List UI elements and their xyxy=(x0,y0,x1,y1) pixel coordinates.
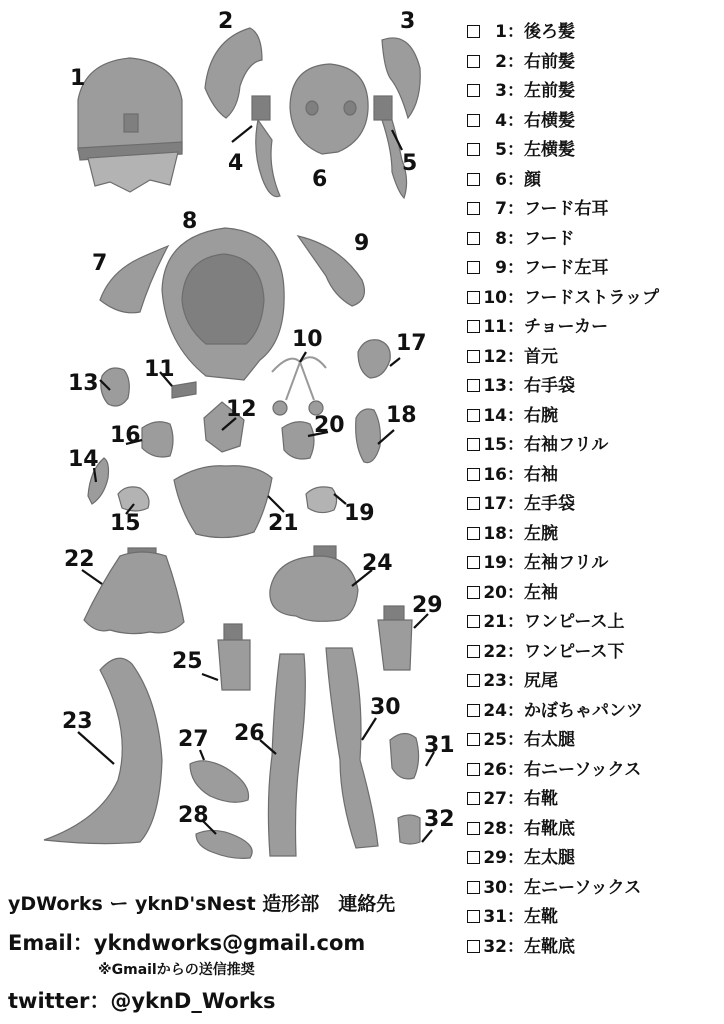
checkbox-icon xyxy=(467,114,480,127)
checkbox-icon xyxy=(467,733,480,746)
checklist-item-number: 21 xyxy=(483,612,507,632)
part-number-16: 16 xyxy=(110,423,141,448)
part-number-12: 12 xyxy=(226,397,257,422)
checklist-item-name: 尻尾 xyxy=(524,671,558,691)
checklist-item xyxy=(467,48,717,78)
part-right-sleeve-frill xyxy=(118,487,149,511)
part-left-sole xyxy=(398,815,420,844)
checklist-item-number: 16 xyxy=(483,464,507,485)
checklist-item-number: 27 xyxy=(483,789,507,809)
checklist-item xyxy=(467,254,717,284)
checkbox-icon xyxy=(467,320,480,333)
checklist-item-number: 13 xyxy=(483,376,507,396)
checklist-item xyxy=(467,18,717,48)
checklist-item-separator: ： xyxy=(507,464,524,485)
checklist-item-name: 右袖フリル xyxy=(524,435,609,455)
checkbox-icon xyxy=(467,143,480,156)
checklist-item-name: ワンピース上 xyxy=(524,612,625,632)
checklist-item-separator: ： xyxy=(507,523,524,544)
checklist-item-number: 19 xyxy=(483,553,507,573)
checklist-item xyxy=(467,107,717,137)
checkbox-icon xyxy=(467,379,480,392)
checklist-item xyxy=(467,166,717,196)
checklist-item xyxy=(467,903,717,933)
part-number-19: 19 xyxy=(344,501,375,526)
checklist-item-name: 左腕 xyxy=(524,523,558,544)
checklist-item-number: 8 xyxy=(495,228,507,249)
checklist-item xyxy=(467,726,717,756)
part-back-hair xyxy=(78,58,182,192)
checklist-item-separator: ： xyxy=(507,582,524,603)
part-number-27: 27 xyxy=(178,727,209,752)
part-right-knee-sock xyxy=(268,654,305,856)
checklist-item xyxy=(467,490,717,520)
checklist-item xyxy=(467,284,717,314)
part-number-22: 22 xyxy=(64,547,95,572)
checklist-item-name: 右腕 xyxy=(524,405,558,426)
checkbox-icon xyxy=(467,881,480,894)
checklist-item-separator: ： xyxy=(507,317,524,337)
checklist-item-name: フード xyxy=(524,228,575,249)
checklist-item-name: 右袖 xyxy=(524,464,558,485)
checklist-item-number: 4 xyxy=(495,110,507,131)
checklist-item-separator: ： xyxy=(507,818,524,839)
checklist-item-name: 右手袋 xyxy=(524,376,575,396)
part-left-thigh xyxy=(378,606,412,670)
checklist-item-separator: ： xyxy=(507,612,524,632)
part-right-side-hair xyxy=(252,96,280,197)
checklist-item xyxy=(467,461,717,491)
checklist-item-separator: ： xyxy=(507,376,524,396)
checklist-item xyxy=(467,520,717,550)
checklist-item-separator: ： xyxy=(507,730,524,750)
part-number-1: 1 xyxy=(70,66,86,91)
checklist-item-name: 右横髪 xyxy=(524,110,575,131)
part-hood-strap xyxy=(272,357,326,415)
part-dress-bottom xyxy=(84,548,184,634)
checklist-item-name: チョーカー xyxy=(524,317,609,337)
part-face xyxy=(290,64,368,154)
part-number-11: 11 xyxy=(144,357,175,382)
checklist-item xyxy=(467,697,717,727)
checkbox-icon xyxy=(467,615,480,628)
checklist-item-separator: ： xyxy=(507,346,524,367)
part-number-30: 30 xyxy=(370,695,401,720)
checklist-item xyxy=(467,785,717,815)
checklist-item-separator: ： xyxy=(507,494,524,514)
checklist-item-number: 12 xyxy=(483,346,507,367)
checklist-item-name: 左袖 xyxy=(524,582,558,603)
checklist-item-separator: ： xyxy=(507,405,524,426)
parts-checklist xyxy=(467,18,717,962)
twitter-handle: twitter：@yknD_Works xyxy=(8,989,276,1013)
part-hood-right-ear xyxy=(100,246,168,313)
part-number-32: 32 xyxy=(424,807,455,832)
checklist-item-name: 右前髪 xyxy=(524,51,575,72)
checklist-item-name: かぼちゃパンツ xyxy=(524,700,643,721)
checklist-item-number: 18 xyxy=(483,523,507,544)
part-number-10: 10 xyxy=(292,327,323,352)
checklist-item-number: 23 xyxy=(483,671,507,691)
checklist-item-number: 32 xyxy=(483,936,507,957)
checklist-item xyxy=(467,638,717,668)
checklist-item-number: 11 xyxy=(483,317,507,337)
part-right-thigh xyxy=(218,624,250,690)
checklist-item-name: フード左耳 xyxy=(524,258,609,278)
checkbox-icon xyxy=(467,84,480,97)
checklist-item xyxy=(467,549,717,579)
part-number-28: 28 xyxy=(178,803,209,828)
checklist-item-number: 2 xyxy=(495,51,507,72)
part-left-knee-sock xyxy=(326,648,378,848)
checkbox-icon xyxy=(467,232,480,245)
contact-email: Email：ykndworks@gmail.com xyxy=(8,931,366,955)
checklist-item-name: 左太腿 xyxy=(524,848,575,868)
checklist-item-number: 9 xyxy=(495,258,507,278)
checklist-item-number: 28 xyxy=(483,818,507,839)
part-number-3: 3 xyxy=(400,9,416,34)
checklist-item-separator: ： xyxy=(507,140,524,160)
checklist-item-name: 首元 xyxy=(524,346,558,367)
part-number-13: 13 xyxy=(68,371,99,396)
checklist-item-number: 26 xyxy=(483,759,507,780)
part-right-shoe xyxy=(190,761,249,802)
checkbox-icon xyxy=(467,851,480,864)
checklist-item-separator: ： xyxy=(507,435,524,455)
part-left-sleeve xyxy=(282,422,314,459)
checklist-item-separator: ： xyxy=(507,641,524,662)
checkbox-icon xyxy=(467,173,480,186)
checklist-item-number: 15 xyxy=(483,435,507,455)
part-number-4: 4 xyxy=(228,151,244,176)
checklist-item-name: 後ろ髪 xyxy=(524,22,575,42)
checklist-item-number: 22 xyxy=(483,641,507,662)
part-number-6: 6 xyxy=(312,167,328,192)
checklist-item-separator: ： xyxy=(507,877,524,898)
part-right-glove xyxy=(101,368,129,406)
checklist-item-separator: ： xyxy=(507,287,524,308)
checkbox-icon xyxy=(467,291,480,304)
part-number-7: 7 xyxy=(92,251,108,276)
checkbox-icon xyxy=(467,674,480,687)
checklist-item-number: 31 xyxy=(483,907,507,927)
checklist-item-separator: ： xyxy=(507,848,524,868)
part-choker xyxy=(172,382,196,398)
part-number-5: 5 xyxy=(402,151,418,176)
part-number-18: 18 xyxy=(386,403,417,428)
checklist-item-separator: ： xyxy=(507,258,524,278)
checkbox-icon xyxy=(467,261,480,274)
checklist-item-name: 右靴底 xyxy=(524,818,575,839)
checklist-item xyxy=(467,608,717,638)
part-number-2: 2 xyxy=(218,9,234,34)
checkbox-icon xyxy=(467,940,480,953)
part-number-8: 8 xyxy=(182,209,198,234)
checklist-item-name: 左袖フリル xyxy=(524,553,609,573)
part-number-21: 21 xyxy=(268,511,299,536)
part-number-14: 14 xyxy=(68,447,99,472)
checklist-item xyxy=(467,667,717,697)
part-dress-top xyxy=(174,466,272,538)
checklist-item-separator: ： xyxy=(507,759,524,780)
part-number-17: 17 xyxy=(396,331,427,356)
part-pumpkin-pants xyxy=(270,546,358,621)
part-number-20: 20 xyxy=(314,413,345,438)
checklist-item-name: 顔 xyxy=(524,169,541,190)
checklist-item-name: ワンピース下 xyxy=(524,641,625,662)
checkbox-icon xyxy=(467,468,480,481)
checkbox-icon xyxy=(467,645,480,658)
checklist-item xyxy=(467,431,717,461)
checklist-item-number: 14 xyxy=(483,405,507,426)
checklist-item-number: 17 xyxy=(483,494,507,514)
checklist-item-separator: ： xyxy=(507,553,524,573)
checklist-item-name: 左ニーソックス xyxy=(524,877,642,898)
checkbox-icon xyxy=(467,438,480,451)
part-hood xyxy=(162,228,284,380)
checklist-item xyxy=(467,874,717,904)
checklist-item-name: 右ニーソックス xyxy=(524,759,642,780)
part-number-29: 29 xyxy=(412,593,443,618)
checklist-item xyxy=(467,343,717,373)
checklist-item-separator: ： xyxy=(507,907,524,927)
part-number-26: 26 xyxy=(234,721,265,746)
checklist-item-name: 左前髪 xyxy=(524,81,575,101)
part-right-sleeve xyxy=(142,422,173,457)
checklist-item-separator: ： xyxy=(507,22,524,42)
part-number-31: 31 xyxy=(424,733,455,758)
checkbox-icon xyxy=(467,556,480,569)
checkbox-icon xyxy=(467,527,480,540)
checklist-item-name: フード右耳 xyxy=(524,199,609,219)
checklist-item-number: 7 xyxy=(495,199,507,219)
checklist-item-name: 右靴 xyxy=(524,789,558,809)
checkbox-icon xyxy=(467,763,480,776)
checkbox-icon xyxy=(467,350,480,363)
checklist-item xyxy=(467,756,717,786)
part-number-23: 23 xyxy=(62,709,93,734)
checklist-item-number: 10 xyxy=(483,287,507,308)
checkbox-icon xyxy=(467,822,480,835)
checklist-item-number: 1 xyxy=(495,22,507,42)
checklist-item xyxy=(467,815,717,845)
checklist-item-name: 左横髪 xyxy=(524,140,575,160)
part-left-glove xyxy=(358,340,390,378)
checklist-item xyxy=(467,77,717,107)
checklist-item xyxy=(467,225,717,255)
checkbox-icon xyxy=(467,202,480,215)
checklist-item xyxy=(467,933,717,963)
checkbox-icon xyxy=(467,704,480,717)
part-tail xyxy=(44,658,162,843)
checklist-item-name: フードストラップ xyxy=(524,287,659,308)
part-number-25: 25 xyxy=(172,649,203,674)
checklist-item-number: 29 xyxy=(483,848,507,868)
checklist-item-number: 3 xyxy=(495,81,507,101)
checklist-item-name: 右太腿 xyxy=(524,730,575,750)
checklist-item-separator: ： xyxy=(507,81,524,101)
checkbox-icon xyxy=(467,55,480,68)
checklist-item-name: 左靴 xyxy=(524,907,558,927)
checklist-item-number: 25 xyxy=(483,730,507,750)
checkbox-icon xyxy=(467,497,480,510)
checklist-item-separator: ： xyxy=(507,700,524,721)
checklist-item-number: 30 xyxy=(483,877,507,898)
part-right-sole xyxy=(196,830,252,858)
checklist-item-number: 6 xyxy=(495,169,507,190)
checklist-item-separator: ： xyxy=(507,51,524,72)
checkbox-icon xyxy=(467,409,480,422)
checklist-item xyxy=(467,372,717,402)
part-number-9: 9 xyxy=(354,231,370,256)
part-left-sleeve-frill xyxy=(306,487,337,513)
part-left-shoe xyxy=(390,733,419,778)
checklist-item-separator: ： xyxy=(507,169,524,190)
credit-line: yDWorks ー yknD'sNest 造形部 連絡先 xyxy=(8,893,396,915)
checklist-item xyxy=(467,136,717,166)
checklist-item xyxy=(467,844,717,874)
checklist-item-separator: ： xyxy=(507,671,524,691)
checklist-item xyxy=(467,313,717,343)
checkbox-icon xyxy=(467,586,480,599)
gmail-note: ※Gmailからの送信推奨 xyxy=(98,962,255,978)
checkbox-icon xyxy=(467,910,480,923)
checklist-item-name: 左靴底 xyxy=(524,936,575,957)
checklist-item-separator: ： xyxy=(507,228,524,249)
checklist-item-separator: ： xyxy=(507,199,524,219)
checklist-item-separator: ： xyxy=(507,936,524,957)
checklist-item-number: 20 xyxy=(483,582,507,603)
checklist-item-name: 左手袋 xyxy=(524,494,575,514)
checklist-item-separator: ： xyxy=(507,110,524,131)
checklist-item-number: 5 xyxy=(495,140,507,160)
checklist-item xyxy=(467,195,717,225)
part-number-15: 15 xyxy=(110,511,141,536)
checkbox-icon xyxy=(467,25,480,38)
checkbox-icon xyxy=(467,792,480,805)
part-left-arm xyxy=(356,409,381,463)
part-number-24: 24 xyxy=(362,551,393,576)
checklist-item xyxy=(467,402,717,432)
checklist-item xyxy=(467,579,717,609)
checklist-item-separator: ： xyxy=(507,789,524,809)
checklist-item-number: 24 xyxy=(483,700,507,721)
